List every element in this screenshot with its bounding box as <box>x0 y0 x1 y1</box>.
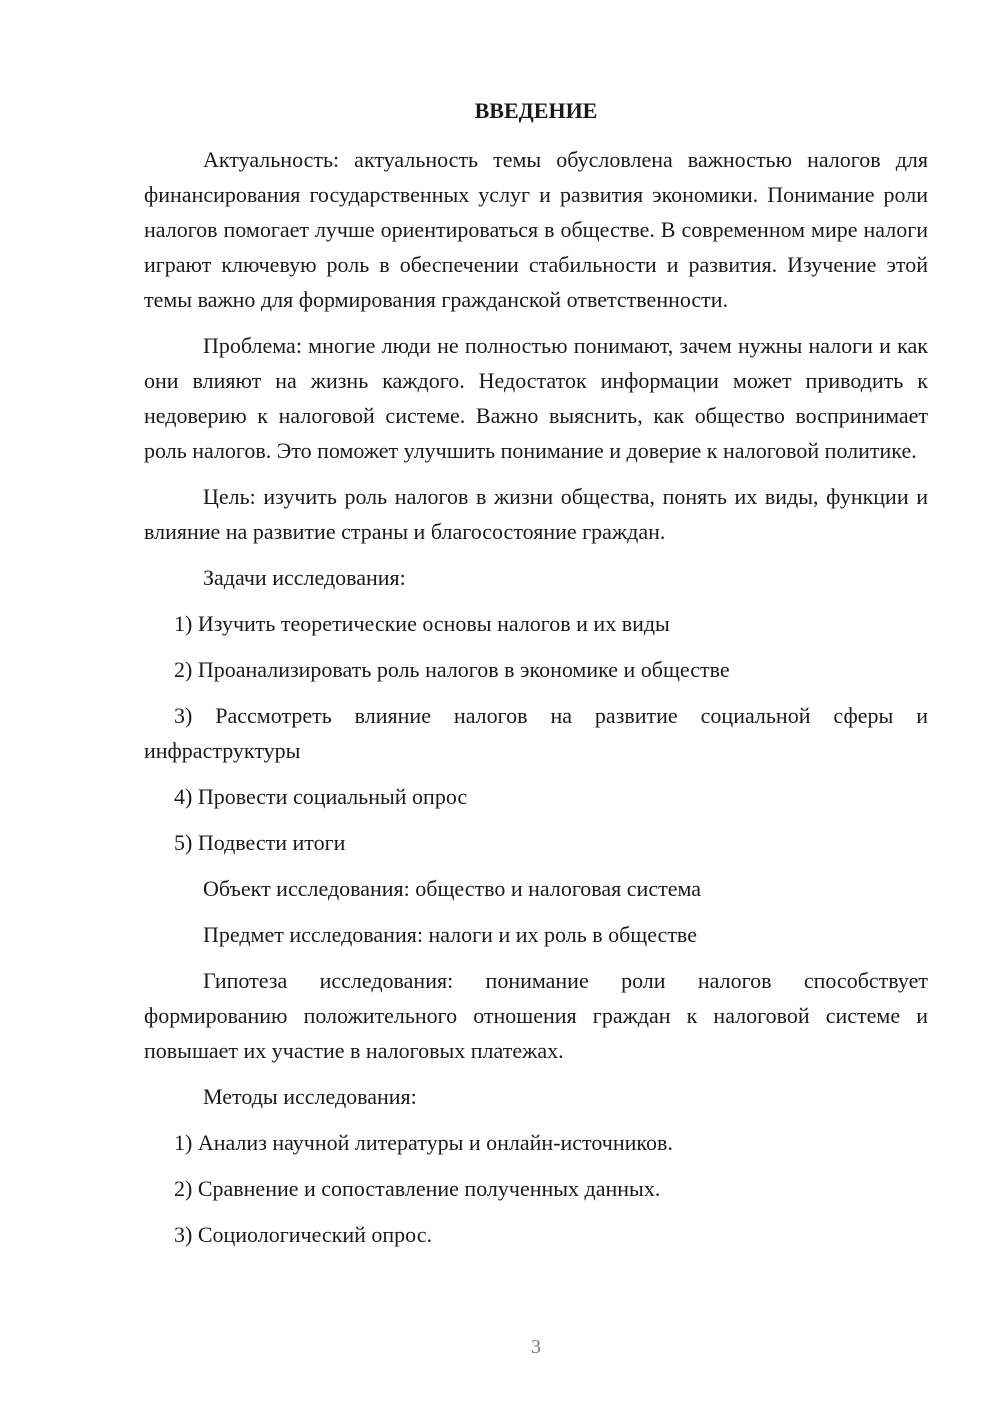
paragraph-subject: Предмет исследования: налоги и их роль в обществе <box>203 922 697 947</box>
method-item: 2) Сравнение и сопоставление полученных данных. <box>174 1176 661 1201</box>
method-item: 1) Анализ научной литературы и онлайн-источников. <box>174 1130 673 1155</box>
page-number: 3 <box>531 1336 541 1358</box>
document-page <box>144 0 928 1414</box>
paragraph-relevance: Актуальность: актуальность темы обусловлена важностью налогов для финансирования государственных услуг и развития экономики. Понимание роли налогов помогает лучше ориентироваться в обществе. В современном мире налоги играют ключевую роль в обеспечении стабильности и развития. Изучение этой темы важно для формирования гражданской ответственности. <box>144 147 928 312</box>
task-item: 1) Изучить теоретические основы налогов и их виды <box>174 611 670 636</box>
paragraph-hypothesis: Гипотеза исследования: понимание роли налогов способствует формированию положительного отношения граждан к налоговой системе и повышает их участие в налоговых платежах. <box>144 968 928 1063</box>
paragraph-goal: Цель: изучить роль налогов в жизни общества, понять их виды, функции и влияние на развитие страны и благосостояние граждан. <box>144 484 928 544</box>
methods-heading: Методы исследования: <box>203 1084 417 1109</box>
paragraph-problem: Проблема: многие люди не полностью понимают, зачем нужны налоги и как они влияют на жизнь каждого. Недостаток информации может приводить к недоверию к налоговой системе. Важно выяснить, как общество воспринимает роль налогов. Это поможет улучшить понимание и доверие к налоговой политике. <box>144 333 928 463</box>
method-item: 3) Социологический опрос. <box>174 1222 432 1247</box>
task-item: 2) Проанализировать роль налогов в экономике и обществе <box>174 657 730 682</box>
task-item: 5) Подвести итоги <box>174 830 346 855</box>
page-title: ВВЕДЕНИЕ <box>474 98 598 123</box>
task-item: 4) Провести социальный опрос <box>174 784 468 809</box>
tasks-heading: Задачи исследования: <box>203 565 406 590</box>
task-item: 3) Рассмотреть влияние налогов на развитие социальной сферы и инфраструктуры <box>144 703 928 763</box>
paragraph-object: Объект исследования: общество и налоговая система <box>203 876 701 901</box>
document-body <box>144 142 928 1263</box>
